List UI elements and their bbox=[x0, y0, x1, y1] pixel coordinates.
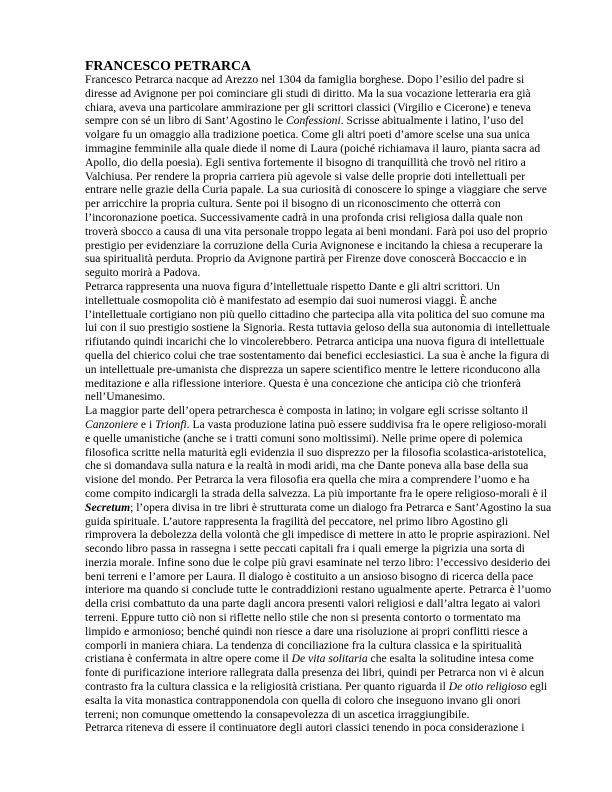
text-line: come compito indicargli la strada della salvezza. La più importante fra le opere religioso-morali è il bbox=[85, 486, 548, 500]
text-line: troverà sbocco a causa di una vita personale troppo legata ai beni mondani. Farà poi uso del proprio bbox=[85, 224, 548, 238]
text-line: per arricchire la propria cultura. Sente poi il bisogno di un riconoscimento che otterrà con bbox=[85, 197, 501, 211]
document-title: FRANCESCO PETRARCA bbox=[85, 58, 251, 73]
title-de-otio-religioso: De otio religioso bbox=[448, 680, 527, 694]
text-line: l’incoronazione poetica. Successivamente cadrà in una profonda crisi religiosa dalla quale non bbox=[85, 210, 523, 224]
text-run: . Scrisse abitualmente i latino, l’uso del bbox=[340, 114, 524, 128]
title-trionfi: Trionfi bbox=[155, 417, 187, 431]
text-line: Petrarca riteneva di essere il continuatore degli autori classici tenendo in poca considerazione i bbox=[85, 721, 525, 735]
text-run: ; l’opera divisa in tre libri è strutturata come un dialogo fra Petrarca e Sant’Agostino la sua bbox=[130, 500, 552, 514]
title-confessioni: Confessioni bbox=[285, 114, 341, 128]
text-line bbox=[85, 500, 552, 515]
text-line: esalta la vita monastica contrapponendola con quella di coloro che inseguono invano gli onori bbox=[85, 693, 521, 707]
text-run: . La vasta produzione latina può essere suddivisa fra le opere religioso-morali bbox=[186, 417, 547, 431]
title-secretum: Secretum bbox=[85, 500, 131, 514]
text-line: rimprovera la debolezza della volontà che gli impedisce di mettere in atto le proprie aspirazioni. Nel bbox=[85, 528, 550, 542]
paragraph-works bbox=[85, 404, 552, 721]
text-line: un intellettuale pre-umanista che disprezza un sapere scientifico mentre le lettere riconducono alla bbox=[85, 362, 541, 376]
title-canzoniere: Canzoniere bbox=[85, 417, 139, 431]
text-line: fonte di purificazione interiore rallegrata dalla presenza dei libri, quindi per Petrarca non vi è alcun bbox=[85, 666, 545, 680]
text-line: seguito morirà a Padova. bbox=[85, 266, 201, 280]
text-run: e i bbox=[138, 417, 156, 431]
text-line: della crisi combattuto da una parte dagli ancora presenti valori religiosi e dall’altra legato ai valori bbox=[85, 597, 541, 611]
text-line: e quelle umanistiche (anche se i tratti comuni sono moltissimi). Nelle prime opere di polemica bbox=[85, 431, 523, 445]
text-line: l’intellettuale cortigiano non più quello cittadino che partecipa alla vita politica del suo comune ma bbox=[85, 307, 545, 321]
text-line: terreni. Eppure tutto ciò non si riflette nello stile che non si presenta contorto o tormentato ma bbox=[85, 611, 521, 625]
text-line: Apollo, dio della poesia). Egli sentiva fortemente il bisogno di tranquillità che trovò nel ritiro a bbox=[85, 155, 526, 169]
text-line: filosofica scritte nella maturità egli evidenzia il suo disprezzo per la filosofia scolastica-aristotelica, bbox=[85, 445, 547, 459]
text-line: La maggior parte dell’opera petrarchesca è composta in latino; in volgare egli scrisse soltanto il bbox=[85, 404, 528, 418]
text-line: volgare fu un omaggio alla tradizione poetica. Come gli altri poeti d’amore scelse una sua unica bbox=[85, 128, 530, 142]
text-line: comporli in maniera chiara. La tendenza di conciliazione fra la cultura classica e la spiritualità bbox=[85, 638, 522, 652]
paragraph-biography bbox=[85, 73, 547, 280]
text-line: diresse ad Avignone per poi cominciare gli studi di diritto. Ma la sua vocazione letteraria era già bbox=[85, 86, 531, 100]
document-page bbox=[85, 58, 552, 735]
text-line: prestigio per evidenziare la corruzione della Curia Avignonese e incitando la chiesa a recuperare la bbox=[85, 238, 543, 252]
text-run: contrasto fra la cultura classica e la religiosità cristiana. Per quanto riguarda il bbox=[85, 680, 449, 694]
text-line: immagine femminile alla quale diede il nome di Laura (poiché richiamava il lauro, pianta sacra ad bbox=[85, 141, 541, 155]
text-line: Francesco Petrarca nacque ad Arezzo nel 1304 da famiglia borghese. Dopo l’esilio del padre si bbox=[85, 73, 525, 86]
text-line: visione del mondo. Per Petrarca la vera filosofia era quella che mira a comprendere l’uomo e ha bbox=[85, 473, 530, 487]
text-line: beni terreni e l’amore per Laura. Il dialogo è costituito a un ansioso bisogno di ricerca della pace bbox=[85, 569, 534, 583]
text-line: secondo libro passa in rassegna i sette peccati capitali fra i quali emerge la pigrizia una sorta di bbox=[85, 542, 525, 556]
text-line: intellettuale cosmopolita ciò è manifestato ad esempio dai suoi numerosi viaggi. È anche bbox=[85, 293, 497, 307]
text-line: chiara, aveva una particolare ammirazione per gli scrittori classici (Virgilio e Cicerone) e teneva bbox=[85, 100, 531, 114]
text-line bbox=[85, 652, 547, 666]
text-line: sua spiritualità perduta. Proprio da Avignone partirà per Firenze dove conoscerà Boccaccio e in bbox=[85, 252, 527, 266]
text-line: interiore ma quando si conclude tutte le contraddizioni restano ugualmente aperte. Petrarca è l’uomo bbox=[85, 583, 552, 597]
paragraph-intellectual bbox=[85, 279, 550, 404]
text-line: Petrarca rappresenta una nuova figura d’intellettuale rispetto Dante e gli altri scrittori. Un bbox=[85, 279, 500, 293]
paragraph-classics bbox=[85, 721, 547, 735]
text-run: sempre con sé un libro di Sant’Agostino le bbox=[85, 114, 286, 128]
text-line: inerzia morale. Infine sono due le colpe più gravi esaminate nel terzo libro: l’eccessivo desiderio dei bbox=[85, 555, 551, 569]
text-line: che si domandava sulla natura e la realtà in modi aridi, ma che Dante poneva alla base della sua bbox=[85, 459, 529, 473]
text-line: guida spirituale. L’autore rappresenta la fragilità del peccatore, nel primo libro Agostino gli bbox=[85, 514, 509, 528]
text-line: entrare nelle grazie della Curia papale. La sua curiosità di conoscere lo spinge a viaggiare che serve bbox=[85, 183, 547, 197]
text-line bbox=[85, 418, 547, 432]
text-line: terreni; non comunque omettendo la consapevolezza di un ascetica irraggiungibile. bbox=[85, 707, 470, 721]
text-run: egli bbox=[526, 680, 548, 694]
text-line: nell’Umanesimo. bbox=[85, 390, 166, 404]
text-line: quella del chierico colui che trae sostentamento dai benefici ecclesiastici. La sua è anche la figura di bbox=[85, 348, 550, 362]
title-de-vita-solitaria: De vita solitaria bbox=[291, 652, 368, 666]
text-line: meditazione e alla riflessione interiore. Questa è una concezione che anticipa ciò che trionferà bbox=[85, 376, 521, 390]
text-line bbox=[85, 114, 547, 128]
text-line: Valchiusa. Per rendere la propria carriera più agevole si valse delle proprie doti intellettuali per bbox=[85, 169, 526, 183]
text-run: cristiana è confermata in altre opere come il bbox=[85, 652, 292, 666]
text-line: rifiutando quindi incarichi che lo vincolerebbero. Petrarca anticipa una nuova figura di intellettuale bbox=[85, 335, 545, 349]
text-line: lui con il suo prestigio sostiene la Signoria. Resta tuttavia geloso della sua autonomia di intellettuale bbox=[85, 321, 550, 335]
text-line: limpido e armonioso; benché quindi non riesce a dare una risoluzione ai propri conflitti riesce a bbox=[85, 624, 528, 638]
text-line bbox=[85, 680, 547, 694]
text-run: che esalta la solitudine intesa come bbox=[367, 652, 534, 666]
